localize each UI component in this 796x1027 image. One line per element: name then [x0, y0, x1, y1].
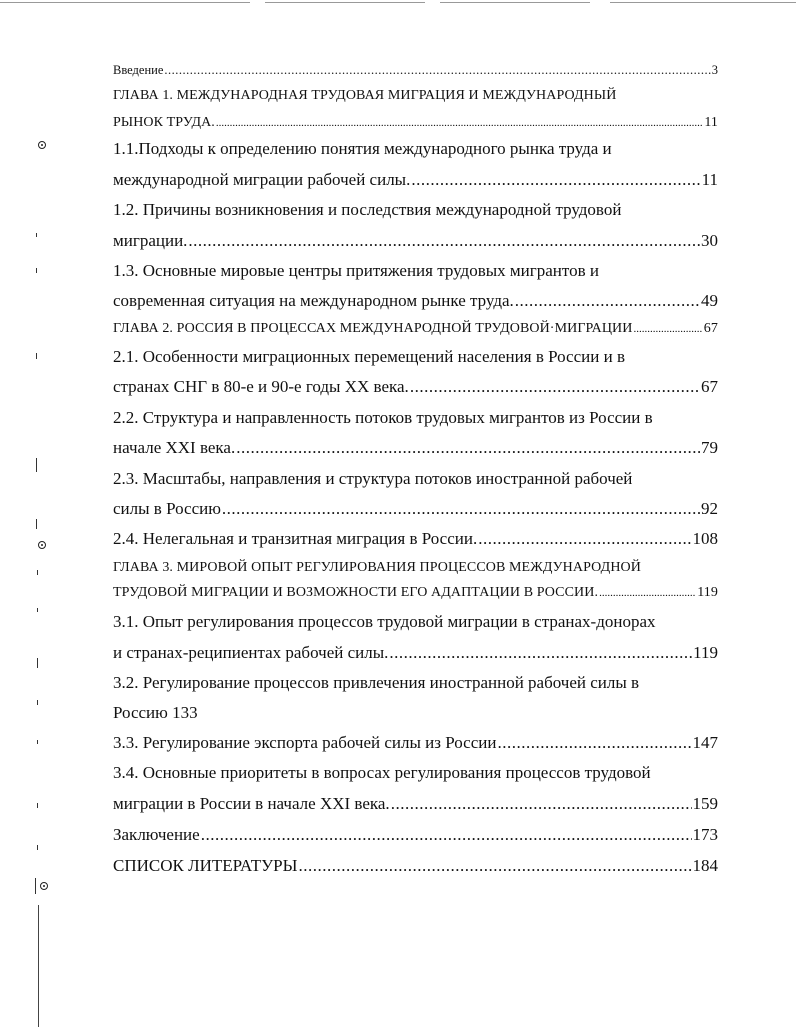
toc-entry-section-1-2[interactable]: миграции. ..... 30	[113, 231, 718, 251]
toc-section-1-2-title[interactable]: 1.2. Причины возникновения и последствия международной трудовой	[113, 200, 622, 219]
page-number: 119	[693, 643, 718, 662]
toc-entry-conclusion[interactable]: Заключение ..... 173	[113, 825, 718, 845]
page-number: 79	[701, 438, 718, 457]
punch-hole-icon	[40, 882, 48, 890]
page-number: 92	[701, 499, 718, 518]
toc-entry-section-2-1[interactable]: странах СНГ в 80-е и 90-е годы XX века. ..... 67	[113, 377, 718, 397]
toc-section-3-4-title[interactable]: 3.4. Основные приоритеты в вопросах регулирования процессов трудовой	[113, 763, 651, 782]
page-number: 49	[701, 291, 718, 310]
page-number: 173	[692, 825, 718, 844]
toc-entry-section-2-4[interactable]: 2.4. Нелегальная и транзитная миграция в России. ..... 108	[113, 529, 718, 549]
toc-section-3-1-title[interactable]: 3.1. Опыт регулирования процессов трудовой миграции в странах-донорах	[113, 612, 656, 631]
toc-section-3-2-title[interactable]: 3.2. Регулирование процессов привлечения иностранной рабочей силы в	[113, 673, 640, 692]
toc-entry-section-2-3[interactable]: силы в Россию ..... 92	[113, 499, 718, 519]
toc-entry-section-3-4[interactable]: миграции в России в начале XXI века. ..... 159	[113, 794, 718, 814]
scan-edge-line	[38, 905, 39, 1027]
toc-entry-section-1-1[interactable]: международной миграции рабочей силы. ..... 11	[113, 170, 718, 190]
punch-hole-icon	[38, 541, 46, 549]
toc-section-2-3-title[interactable]: 2.3. Масштабы, направления и структура потоков иностранной рабочей	[113, 469, 633, 488]
page-number: 11	[701, 170, 718, 189]
toc-chapter-3-title[interactable]: ГЛАВА 3. МИРОВОЙ ОПЫТ РЕГУЛИРОВАНИЯ ПРОЦЕССОВ МЕЖДУНАРОДНОЙ	[113, 560, 641, 575]
toc-section-1-1-title[interactable]: 1.1.Подходы к определению понятия международного рынка труда и	[113, 139, 612, 158]
toc-section-1-3-title[interactable]: 1.3. Основные мировые центры притяжения трудовых мигрантов и	[113, 261, 599, 280]
toc-entry-chapter-1[interactable]: РЫНОК ТРУДА. ..... 11	[113, 115, 718, 131]
table-of-contents	[113, 0, 718, 1027]
toc-entry-section-3-2[interactable]: Россию 133	[113, 703, 198, 722]
toc-entry-section-3-1[interactable]: и странах-реципиентах рабочей силы. ..... 119	[113, 643, 718, 663]
toc-entry-section-2-2[interactable]: начале XXI века. ..... 79	[113, 438, 718, 458]
page-number: 119	[697, 585, 718, 600]
toc-section-2-2-title[interactable]: 2.2. Структура и направленность потоков трудовых мигрантов из России в	[113, 408, 653, 427]
toc-entry-section-1-3[interactable]: современная ситуация на международном рынке труда. ..... 49	[113, 291, 718, 311]
page-number: 11	[704, 115, 718, 130]
toc-entry-intro[interactable]: Введение ..... 3	[113, 63, 718, 78]
toc-entry-literature[interactable]: СПИСОК ЛИТЕРАТУРЫ ..... 184	[113, 856, 718, 876]
toc-entry-section-3-3[interactable]: 3.3. Регулирование экспорта рабочей силы из России ..... 147	[113, 733, 718, 753]
page-number: 184	[692, 856, 718, 875]
page-number: 147	[692, 733, 718, 752]
toc-entry-chapter-3[interactable]: ТРУДОВОЙ МИГРАЦИИ И ВОЗМОЖНОСТИ ЕГО АДАПТАЦИИ В РОССИИ. ..... 119	[113, 585, 718, 601]
page-number: 67	[701, 377, 718, 396]
punch-hole-icon	[38, 141, 46, 149]
page-number: 30	[701, 231, 718, 250]
toc-chapter-1-title[interactable]: ГЛАВА 1. МЕЖДУНАРОДНАЯ ТРУДОВАЯ МИГРАЦИЯ И МЕЖДУНАРОДНЫЙ	[113, 88, 617, 103]
page-number: 159	[692, 794, 718, 813]
toc-section-2-1-title[interactable]: 2.1. Особенности миграционных перемещений населения в России и в	[113, 347, 625, 366]
page-number: 108	[692, 529, 718, 548]
toc-entry-chapter-2[interactable]: ГЛАВА 2. РОССИЯ В ПРОЦЕССАХ МЕЖДУНАРОДНОЙ ТРУДОВОЙ·МИГРАЦИИ ..... 67	[113, 321, 718, 337]
scan-margin-marks	[0, 0, 60, 1027]
page-number: 3	[711, 63, 718, 77]
page-number: 67	[703, 321, 718, 336]
